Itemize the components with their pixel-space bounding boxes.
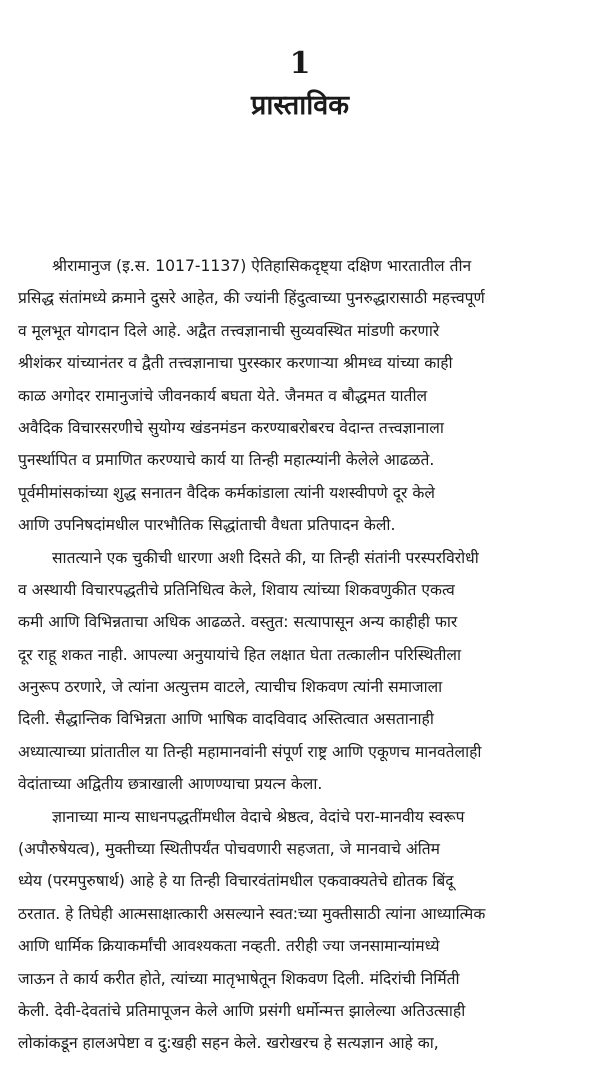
text-line: व मूलभूत योगदान दिले आहे. अद्वैत तत्त्वज्ञानाची सुव्यवस्थित मांडणी करणारे	[18, 321, 440, 340]
text-line: दूर राहू शकत नाही. आपल्या अनुयायांचे हित लक्षात घेता तत्कालीन परिस्थितीला	[18, 645, 461, 664]
text-line: पुनर्स्थापित व प्रमाणित करण्याचे कार्य या तिन्ही महात्म्यांनी केलेले आढळते.	[18, 451, 435, 470]
text-line: ध्येय (परमपुरुषार्थ) आहे हे या तिन्ही विचारवंतांमधील एकवाक्यतेचे द्योतक बिंदू	[18, 872, 454, 891]
text-line: व अस्थायी विचारपद्धतीचे प्रतिनिधित्व केले, शिवाय त्यांच्या शिकवणुकीत एकत्व	[18, 580, 455, 599]
text-line: आणि धार्मिक क्रियाकर्मांची आवश्यकता नव्हती. तरीही ज्या जनसामान्यांमध्ये	[18, 937, 440, 956]
text-line: वेदांताच्या अद्वितीय छत्राखाली आणण्याचा प्रयत्न केला.	[18, 775, 323, 794]
text-line: श्रीशंकर यांच्यानंतर व द्वैती तत्त्वज्ञानाचा पुरस्कार करणाऱ्या श्रीमध्व यांच्या काही	[18, 354, 453, 373]
text-line: ठरतात. हे तिघेही आत्मसाक्षात्कारी असल्याने स्वत:च्या मुक्तीसाठी त्यांना आध्यात्मिक	[18, 904, 486, 923]
text-line: काळ अगोदर रामानुजांचे जीवनकार्य बघता येते. जैनमत व बौद्धमत यातील	[18, 386, 428, 405]
text-line: अनुरूप ठरणारे, जे त्यांना अत्युत्तम वाटले, त्याचीच शिकवण त्यांनी समाजाला	[18, 678, 443, 697]
text-line: श्रीरामानुज (इ.स. 1017-1137) ऐतिहासिकदृष्ट्या दक्षिण भारतातील तीन	[52, 257, 472, 275]
text-line: सातत्याने एक चुकीची धारणा अशी दिसते की, या तिन्ही संतांनी परस्परविरोधी	[52, 548, 479, 567]
chapter-number: 1	[289, 46, 311, 81]
text-line: ज्ञानाच्या मान्य साधनपद्धतींमधील वेदाचे श्रेष्ठत्व, वेदांचे परा-मानवीय स्वरूप	[52, 807, 465, 826]
text-line: अध्यात्याच्या प्रांतातील या तिन्ही महामानवांनी संपूर्ण राष्ट्र आणि एकूणच मानवतेलाही	[18, 742, 482, 761]
chapter-title: प्रास्ताविक	[251, 90, 349, 121]
text-line: जाऊन ते कार्य करीत होते, त्यांच्या मातृभाषेतून शिकवण दिली. मंदिरांची निर्मिती	[18, 969, 460, 988]
text-line: लोकांकडून हालअपेष्टा व दु:खही सहन केले. खरोखरच हे सत्यज्ञान आहे का,	[18, 1034, 439, 1053]
text-line: पूर्वमीमांसकांच्या शुद्ध सनातन वैदिक कर्मकांडाला त्यांनी यशस्वीपणे दूर केले	[18, 483, 435, 502]
text-line: आणि उपनिषदांमधील पारभौतिक सिद्धांताची वैधता प्रतिपादन केली.	[18, 516, 396, 535]
text-line: कमी आणि विभिन्नताचा अधिक आढळते. वस्तुत: सत्यापासून अन्य काहीही फार	[18, 613, 458, 632]
text-line: केली. देवी-देवतांचे प्रतिमापूजन केले आणि प्रसंगी धर्मोन्मत्त झालेल्या अतिउत्साही	[18, 1001, 466, 1020]
text-line: (अपौरुषेयत्व), मुक्तीच्या स्थितीपर्यंत पोचवणारी सहजता, जे मानवाचे अंतिम	[18, 840, 440, 859]
text-line: दिली. सैद्धान्तिक विभिन्नता आणि भाषिक वादविवाद अस्तित्वात असतानाही	[18, 710, 434, 729]
text-line: प्रसिद्ध संतांमध्ये क्रमाने दुसरे आहेत, की ज्यांनी हिंदुत्वाच्या पुनरुद्धारासाठी महत्त्वपूर्ण	[18, 289, 485, 308]
chapter-body	[18, 250, 586, 1060]
text-line: अवैदिक विचारसरणीचे सुयोग्य खंडनमंडन करण्याबरोबरच वेदान्त तत्त्वज्ञानाला	[18, 418, 444, 437]
